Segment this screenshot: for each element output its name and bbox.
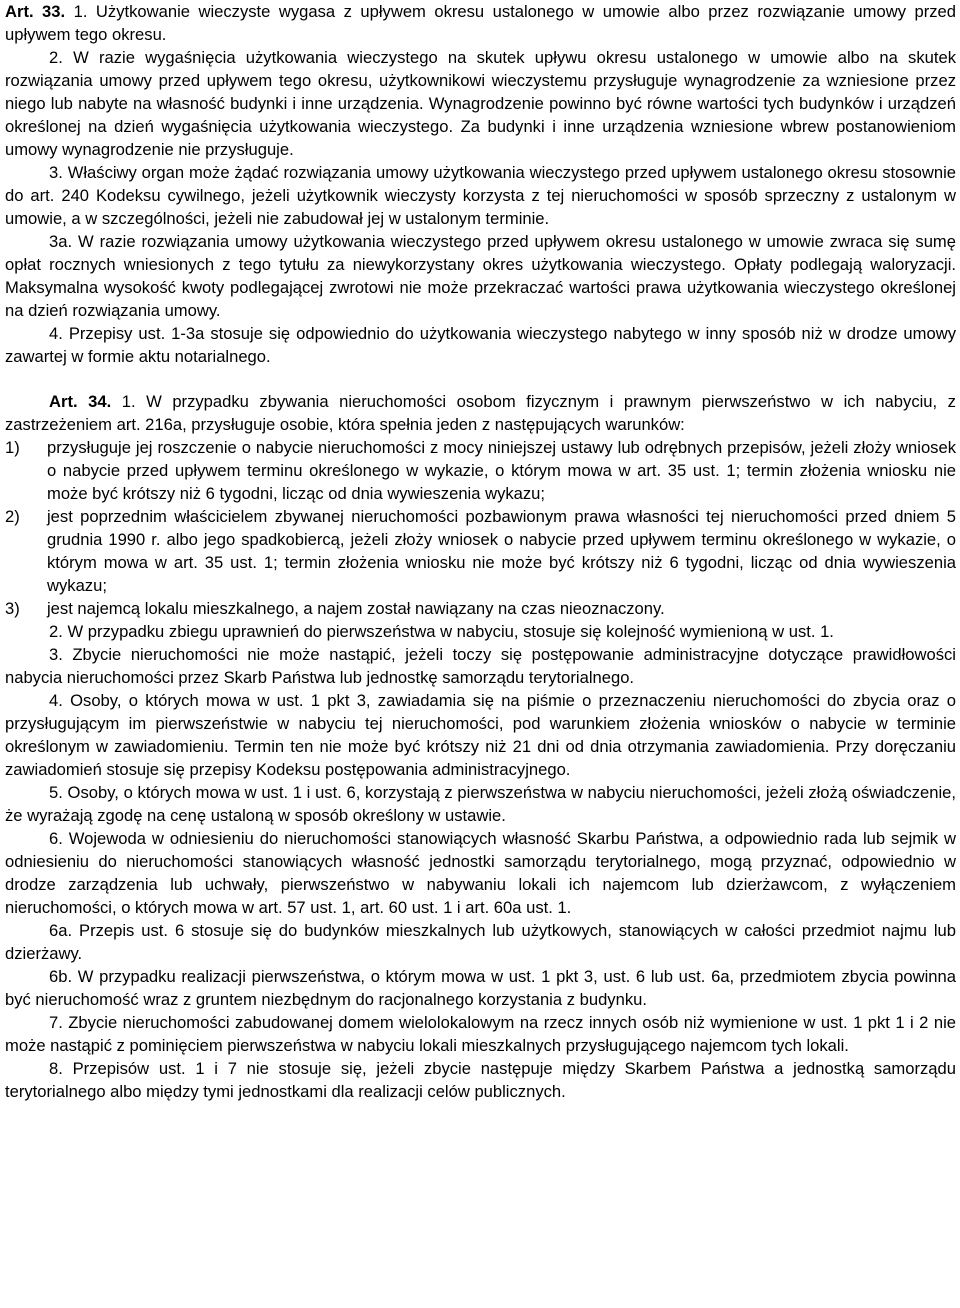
list-item-text: jest najemcą lokalu mieszkalnego, a najem został nawiązany na czas nieoznaczony. bbox=[47, 599, 665, 618]
art34-ust6a: 6a. Przepis ust. 6 stosuje się do budynków mieszkalnych lub użytkowych, stanowiących w całości przedmiot najmu lub dzierżawy. bbox=[5, 921, 956, 963]
art34-pkt2 bbox=[5, 505, 956, 597]
art34-ust6b: 6b. W przypadku realizacji pierwszeństwa, o którym mowa w ust. 1 pkt 3, ust. 6 lub ust. 6a, przedmiotem zbycia powinna być nieruchomość wraz z gruntem niezbędnym do racjonalnego korzystania z budynku. bbox=[5, 967, 956, 1009]
art34-heading: Art. 34. bbox=[49, 392, 112, 411]
art34-pkt1 bbox=[5, 436, 956, 505]
art33-ust3a: 3a. W razie rozwiązania umowy użytkowania wieczystego przed upływem okresu ustalonego w umowie zwraca się sumę opłat rocznych wniesionych z tego tytułu za niewykorzystany okres użytkowania wieczystego. Opłaty podlegają waloryzacji. Maksymalna wysokość kwoty podlegającej zwrotowi nie może przekraczać wartości prawa użytkowania wieczystego określonej na dzień rozwiązania umowy. bbox=[5, 232, 956, 320]
art34-ust1-text: 1. W przypadku zbywania nieruchomości osobom fizycznym i prawnym pierwszeństwo w ich nabyciu, z zastrzeżeniem art. 216a, przysługuje osobie, która spełnia jeden z następujących warunków: bbox=[5, 392, 956, 434]
list-item-number: 2) bbox=[5, 507, 20, 526]
article-spacer bbox=[5, 368, 956, 390]
art33-ust3: 3. Właściwy organ może żądać rozwiązania umowy użytkowania wieczystego przed upływem ustalonego okresu stosownie do art. 240 Kodeksu cywilnego, jeżeli użytkownik wieczysty korzysta z tej nieruchomości w sposób sprzeczny z ustalonym w umowie, a w szczególności, jeżeli nie zabudował jej w ustalonym terminie. bbox=[5, 163, 956, 228]
art34-ust8: 8. Przepisów ust. 1 i 7 nie stosuje się, jeżeli zbycie następuje między Skarbem Państwa a jednostką samorządu terytorialnego albo między tymi jednostkami dla realizacji celów publicznych. bbox=[5, 1059, 956, 1101]
art34-pkt3 bbox=[5, 597, 956, 620]
art34-ust2: 2. W przypadku zbiegu uprawnień do pierwszeństwa w nabyciu, stosuje się kolejność wymienioną w ust. 1. bbox=[49, 622, 834, 641]
art33-ust1-text: 1. Użytkowanie wieczyste wygasa z upływem okresu ustalonego w umowie albo przez rozwiązanie umowy przed upływem tego okresu. bbox=[5, 2, 956, 44]
art33-heading: Art. 33. bbox=[5, 2, 66, 21]
art33-ust1 bbox=[5, 0, 956, 46]
art33-ust2: 2. W razie wygaśnięcia użytkowania wieczystego na skutek upływu okresu ustalonego w umowie albo na skutek rozwiązania umowy przed upływem tego okresu, użytkownikowi wieczystemu przysługuje wynagrodzenie za wzniesione przez niego lub nabyte na własność budynki i inne urządzenia. Wynagrodzenie powinno być równe wartości tych budynków i urządzeń określonej na dzień wygaśnięcia użytkowania wieczystego. Za budynki i inne urządzenia wzniesione wbrew postanowieniom umowy wynagrodzenie nie przysługuje. bbox=[5, 48, 956, 159]
art34-ust1 bbox=[5, 390, 956, 436]
art33-ust4: 4. Przepisy ust. 1-3a stosuje się odpowiednio do użytkowania wieczystego nabytego w inny sposób niż w drodze umowy zawartej w formie aktu notarialnego. bbox=[5, 324, 956, 366]
art34-ust5: 5. Osoby, o których mowa w ust. 1 i ust. 6, korzystają z pierwszeństwa w nabyciu nieruchomości, jeżeli złożą oświadczenie, że wyrażają zgodę na cenę ustaloną w sposób określony w ustawie. bbox=[5, 783, 956, 825]
list-item-number: 3) bbox=[5, 599, 20, 618]
list-item-text: jest poprzednim właścicielem zbywanej nieruchomości pozbawionym prawa własności tej nieruchomości przed dniem 5 grudnia 1990 r. albo jego spadkobiercą, jeżeli złoży wniosek o nabycie przed upływem terminu określonego w wykazie, o którym mowa w art. 35 ust. 1; termin złożenia wniosku nie może być krótszy niż 6 tygodni, licząc od dnia wywieszenia wykazu; bbox=[47, 507, 956, 595]
art34-ust4: 4. Osoby, o których mowa w ust. 1 pkt 3, zawiadamia się na piśmie o przeznaczeniu nieruchomości do zbycia oraz o przysługującym im pierwszeństwie w nabyciu tej nieruchomości, pod warunkiem złożenia wniosków o nabycie w terminie określonym w zawiadomieniu. Termin ten nie może być krótszy niż 21 dni od dnia otrzymania zawiadomienia. Przy doręczaniu zawiadomień stosuje się przepisy Kodeksu postępowania administracyjnego. bbox=[5, 691, 956, 779]
list-item-number: 1) bbox=[5, 438, 20, 457]
list-item-text: przysługuje jej roszczenie o nabycie nieruchomości z mocy niniejszej ustawy lub odrębnych przepisów, jeżeli złoży wniosek o nabycie przed upływem terminu określonego w wykazie, o którym mowa w art. 35 ust. 1; termin złożenia wniosku nie może być krótszy niż 6 tygodni, licząc od dnia wywieszenia wykazu; bbox=[47, 438, 956, 503]
art34-ust7: 7. Zbycie nieruchomości zabudowanej domem wielolokalowym na rzecz innych osób niż wymienione w ust. 1 pkt 1 i 2 nie może nastąpić z pominięciem pierwszeństwa w nabyciu lokali mieszkalnych przysługującego najemcom tych lokali. bbox=[5, 1013, 956, 1055]
art34-ust6: 6. Wojewoda w odniesieniu do nieruchomości stanowiących własność Skarbu Państwa, a odpowiednio rada lub sejmik w odniesieniu do nieruchomości stanowiących własność jednostki samorządu terytorialnego, mogą przyznać, odpowiednio w drodze zarządzenia lub uchwały, pierwszeństwo w nabywaniu lokali ich najemcom lub dzierżawcom, z wyłączeniem nieruchomości, o których mowa w art. 57 ust. 1, art. 60 ust. 1 i art. 60a ust. 1. bbox=[5, 829, 956, 917]
art34-ust3: 3. Zbycie nieruchomości nie może nastąpić, jeżeli toczy się postępowanie administracyjne dotyczące prawidłowości nabycia nieruchomości przez Skarb Państwa lub jednostkę samorządu terytorialnego. bbox=[5, 645, 956, 687]
